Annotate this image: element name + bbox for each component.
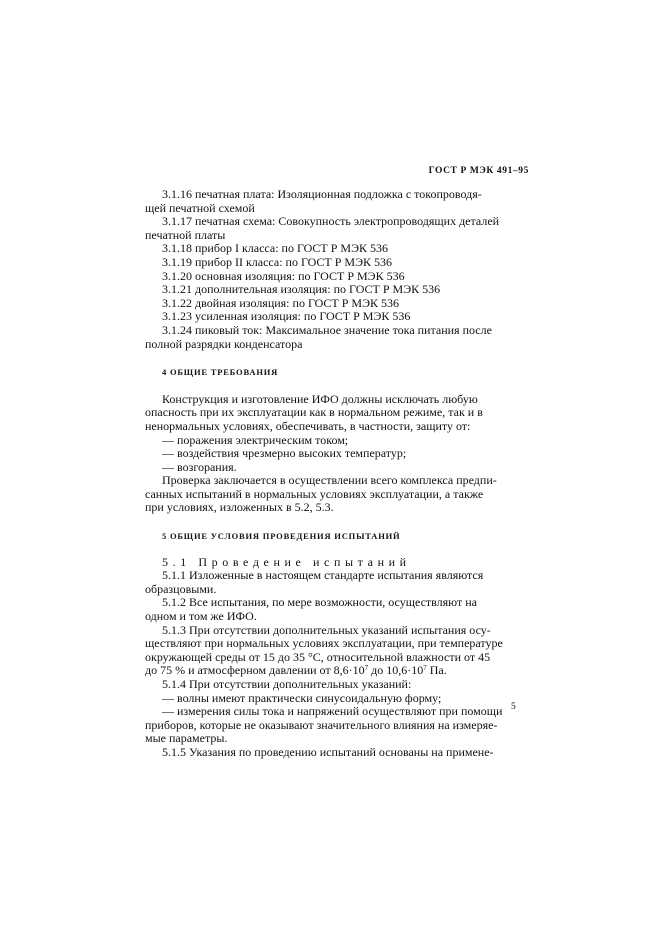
body-line: санных испытаний в нормальных условиях эксплуатации, а также bbox=[145, 486, 484, 501]
body-line: окружающей среды от 15 до 35 °С, относительной влажности от 45 bbox=[145, 649, 491, 664]
pressure-mid: до 10,6·10 bbox=[368, 663, 424, 678]
body-line: одном и том же ИФО. bbox=[145, 609, 257, 624]
body-line: ненормальных условиях, обеспечивать, в частности, защиту от: bbox=[145, 418, 471, 433]
page-number: 5 bbox=[511, 702, 516, 712]
body-line: 5.1.2 Все испытания, по мере возможности, осуществляют на bbox=[162, 595, 477, 610]
def-line: 3.1.16 печатная плата: Изоляционная подложка с токопроводя- bbox=[162, 187, 482, 201]
section-4-title: 4 ОБЩИЕ ТРЕБОВАНИЯ bbox=[162, 367, 279, 378]
def-line: 3.1.23 усиленная изоляция: по ГОСТ Р МЭК 536 bbox=[162, 309, 411, 324]
body-line: опасность при их эксплуатации как в нормальном режиме, так и в bbox=[145, 405, 483, 420]
list-item: — волны имеют практически синусоидальную форму; bbox=[162, 690, 442, 705]
list-item: — измерения силы тока и напряжений осуществляют при помощи bbox=[162, 704, 503, 719]
def-line: 3.1.19 прибор II класса: по ГОСТ Р МЭК 536 bbox=[162, 254, 393, 269]
list-item: — поражения электрическим током; bbox=[162, 432, 349, 447]
subsection-title: 5.1 Проведение испытаний bbox=[162, 554, 411, 569]
list-item: — возгорания. bbox=[162, 459, 237, 474]
def-line: щей печатной схемой bbox=[145, 200, 255, 215]
def-line: 3.1.18 прибор I класса: по ГОСТ Р МЭК 536 bbox=[162, 241, 389, 256]
body-line: Проверка заключается в осуществлении всего комплекса предпи- bbox=[162, 473, 497, 488]
def-line: 3.1.21 дополнительная изоляция: по ГОСТ Р МЭК 536 bbox=[162, 282, 441, 297]
def-line: полной разрядки конденсатора bbox=[145, 336, 303, 351]
body-line: при условиях, изложенных в 5.2, 5.3. bbox=[145, 500, 334, 515]
pressure-pre: до 75 % и атмосферном давлении от 8,6·10 bbox=[145, 663, 365, 678]
pressure-post: Па. bbox=[426, 663, 447, 678]
def-line: печатной платы bbox=[145, 227, 226, 242]
body-line: 5.1.5 Указания по проведению испытаний основаны на примене- bbox=[162, 744, 494, 759]
def-line: 3.1.20 основная изоляция: по ГОСТ Р МЭК 536 bbox=[162, 268, 405, 283]
body-line: приборов, которые не оказывают значительного влияния на измеряе- bbox=[145, 717, 498, 732]
body-line: Конструкция и изготовление ИФО должны исключать любую bbox=[162, 391, 478, 406]
pressure-exponent: 7 bbox=[423, 664, 427, 673]
document-header: ГОСТ Р МЭК 491–95 bbox=[428, 166, 529, 176]
body-line: 5.1.3 При отсутствии дополнительных указаний испытания осу- bbox=[162, 622, 491, 637]
page-content bbox=[145, 188, 517, 760]
body-line: ществляют при нормальных условиях эксплуатации, при температуре bbox=[145, 636, 503, 651]
def-line: 3.1.22 двойная изоляция: по ГОСТ Р МЭК 536 bbox=[162, 295, 399, 310]
body-line: образцовыми. bbox=[145, 581, 217, 596]
body-line: 5.1.1 Изложенные в настоящем стандарте испытания являются bbox=[162, 568, 484, 583]
def-line: 3.1.24 пиковый ток: Максимальное значение тока питания после bbox=[162, 322, 492, 337]
list-item: — воздействия чрезмерно высоких температур; bbox=[162, 446, 407, 461]
pressure-exponent: 7 bbox=[364, 664, 369, 673]
body-line: 5.1.4 При отсутствии дополнительных указаний: bbox=[162, 677, 412, 691]
section-5-title: 5 ОБЩИЕ УСЛОВИЯ ПРОВЕДЕНИЯ ИСПЫТАНИЙ bbox=[162, 531, 401, 542]
pressure-line bbox=[145, 664, 517, 678]
def-line: 3.1.17 печатная схема: Совокупность электропроводящих деталей bbox=[162, 214, 500, 229]
body-line: мые параметры. bbox=[145, 731, 228, 746]
